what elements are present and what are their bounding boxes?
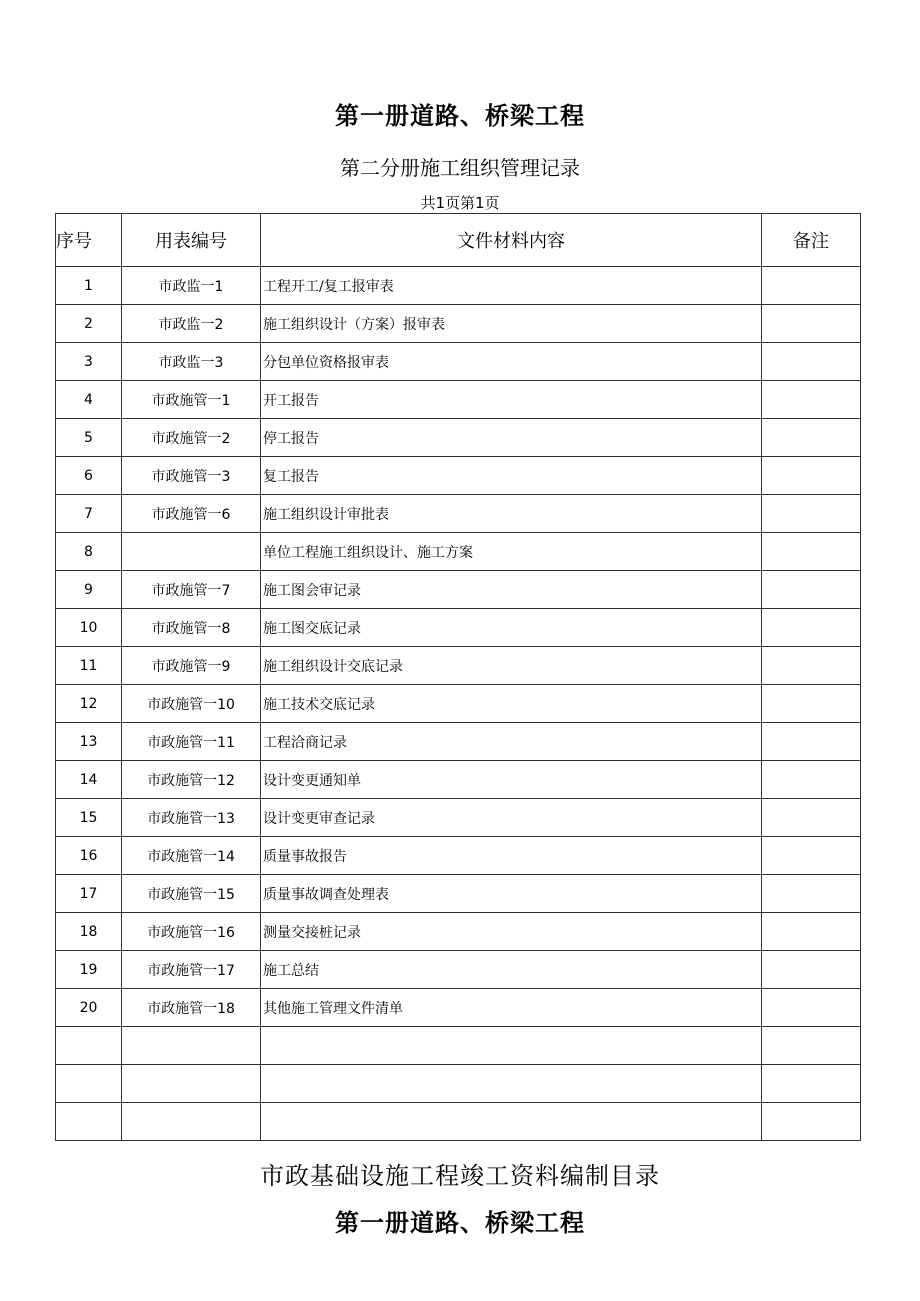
cell-code: 市政施管一7 — [122, 571, 261, 609]
table-row — [56, 609, 861, 647]
cell-content: 施工图交底记录 — [261, 609, 762, 647]
table-row — [56, 685, 861, 723]
cell-code: 市政监一3 — [122, 343, 261, 381]
cell-remark — [762, 723, 861, 761]
cell-no: 19 — [56, 951, 122, 989]
cell-no: 4 — [56, 381, 122, 419]
cell-remark — [762, 457, 861, 495]
cell-no: 20 — [56, 989, 122, 1027]
cell-code — [122, 1103, 261, 1141]
table-row — [56, 647, 861, 685]
cell-content: 施工技术交底记录 — [261, 685, 762, 723]
table-row — [56, 913, 861, 951]
table-row — [56, 875, 861, 913]
cell-no: 18 — [56, 913, 122, 951]
table-row — [56, 381, 861, 419]
cell-code: 市政施管一17 — [122, 951, 261, 989]
cell-content: 施工图会审记录 — [261, 571, 762, 609]
header-no: 序号 — [56, 214, 122, 267]
cell-remark — [762, 1027, 861, 1065]
table-row — [56, 267, 861, 305]
cell-content: 停工报告 — [261, 419, 762, 457]
cell-remark — [762, 951, 861, 989]
table-row — [56, 457, 861, 495]
cell-no: 12 — [56, 685, 122, 723]
cell-content: 设计变更审查记录 — [261, 799, 762, 837]
table-row — [56, 951, 861, 989]
cell-remark — [762, 305, 861, 343]
cell-content: 施工组织设计（方案）报审表 — [261, 305, 762, 343]
cell-no: 8 — [56, 533, 122, 571]
table-row — [56, 495, 861, 533]
cell-remark — [762, 685, 861, 723]
cell-no: 17 — [56, 875, 122, 913]
cell-content — [261, 1027, 762, 1065]
cell-remark — [762, 913, 861, 951]
cell-code: 市政施管一11 — [122, 723, 261, 761]
cell-no: 13 — [56, 723, 122, 761]
cell-no: 7 — [56, 495, 122, 533]
footer-title: 市政基础设施工程竣工资料编制目录 — [260, 1162, 660, 1190]
cell-content: 测量交接桩记录 — [261, 913, 762, 951]
index-table — [55, 213, 861, 1141]
cell-content: 复工报告 — [261, 457, 762, 495]
table-row — [56, 837, 861, 875]
header-content: 文件材料内容 — [261, 214, 762, 267]
cell-remark — [762, 609, 861, 647]
cell-content: 工程开工/复工报审表 — [261, 267, 762, 305]
cell-content: 质量事故调查处理表 — [261, 875, 762, 913]
table-row — [56, 533, 861, 571]
cell-remark — [762, 647, 861, 685]
cell-code: 市政施管一16 — [122, 913, 261, 951]
cell-code: 市政施管一6 — [122, 495, 261, 533]
table-row — [56, 1103, 861, 1141]
table-row — [56, 305, 861, 343]
cell-remark — [762, 875, 861, 913]
cell-no: 14 — [56, 761, 122, 799]
cell-code: 市政施管一15 — [122, 875, 261, 913]
cell-code — [122, 533, 261, 571]
table-row — [56, 723, 861, 761]
cell-content: 施工组织设计交底记录 — [261, 647, 762, 685]
cell-remark — [762, 419, 861, 457]
cell-remark — [762, 495, 861, 533]
cell-no: 3 — [56, 343, 122, 381]
cell-code: 市政施管一12 — [122, 761, 261, 799]
cell-no — [56, 1103, 122, 1141]
cell-no: 10 — [56, 609, 122, 647]
cell-code: 市政监一2 — [122, 305, 261, 343]
cell-content: 施工组织设计审批表 — [261, 495, 762, 533]
cell-code: 市政施管一9 — [122, 647, 261, 685]
cell-code: 市政监一1 — [122, 267, 261, 305]
table-row — [56, 799, 861, 837]
cell-content: 质量事故报告 — [261, 837, 762, 875]
cell-no: 5 — [56, 419, 122, 457]
cell-no: 1 — [56, 267, 122, 305]
cell-remark — [762, 799, 861, 837]
cell-no: 15 — [56, 799, 122, 837]
cell-no: 16 — [56, 837, 122, 875]
table-row — [56, 419, 861, 457]
cell-remark — [762, 571, 861, 609]
cell-content: 分包单位资格报审表 — [261, 343, 762, 381]
cell-code: 市政施管一14 — [122, 837, 261, 875]
cell-remark — [762, 1103, 861, 1141]
cell-remark — [762, 761, 861, 799]
cell-code: 市政施管一2 — [122, 419, 261, 457]
table-body — [56, 267, 861, 1141]
cell-code: 市政施管一3 — [122, 457, 261, 495]
table-row — [56, 761, 861, 799]
cell-remark — [762, 267, 861, 305]
table-row — [56, 1027, 861, 1065]
cell-remark — [762, 533, 861, 571]
cell-content: 开工报告 — [261, 381, 762, 419]
cell-code: 市政施管一18 — [122, 989, 261, 1027]
cell-code — [122, 1027, 261, 1065]
cell-code: 市政施管一1 — [122, 381, 261, 419]
cell-remark — [762, 989, 861, 1027]
cell-content — [261, 1065, 762, 1103]
table-row — [56, 989, 861, 1027]
cell-no: 2 — [56, 305, 122, 343]
header-remark: 备注 — [762, 214, 861, 267]
document-title: 第一册道路、桥梁工程 — [335, 102, 585, 130]
cell-no: 9 — [56, 571, 122, 609]
table-header-row — [56, 214, 861, 267]
cell-code — [122, 1065, 261, 1103]
table-row — [56, 343, 861, 381]
cell-content: 工程洽商记录 — [261, 723, 762, 761]
footer-subtitle: 第一册道路、桥梁工程 — [335, 1209, 585, 1237]
cell-remark — [762, 1065, 861, 1103]
cell-no — [56, 1065, 122, 1103]
cell-code: 市政施管一13 — [122, 799, 261, 837]
cell-remark — [762, 381, 861, 419]
cell-content — [261, 1103, 762, 1141]
table-row — [56, 571, 861, 609]
cell-no: 6 — [56, 457, 122, 495]
page-info: 共1页第1页 — [420, 194, 500, 212]
cell-no — [56, 1027, 122, 1065]
cell-code: 市政施管一10 — [122, 685, 261, 723]
header-code: 用表编号 — [122, 214, 261, 267]
table-row — [56, 1065, 861, 1103]
cell-content: 设计变更通知单 — [261, 761, 762, 799]
cell-remark — [762, 837, 861, 875]
document-subtitle: 第二分册施工组织管理记录 — [340, 156, 580, 180]
cell-code: 市政施管一8 — [122, 609, 261, 647]
cell-remark — [762, 343, 861, 381]
cell-content: 施工总结 — [261, 951, 762, 989]
cell-content: 其他施工管理文件清单 — [261, 989, 762, 1027]
cell-no: 11 — [56, 647, 122, 685]
cell-content: 单位工程施工组织设计、施工方案 — [261, 533, 762, 571]
